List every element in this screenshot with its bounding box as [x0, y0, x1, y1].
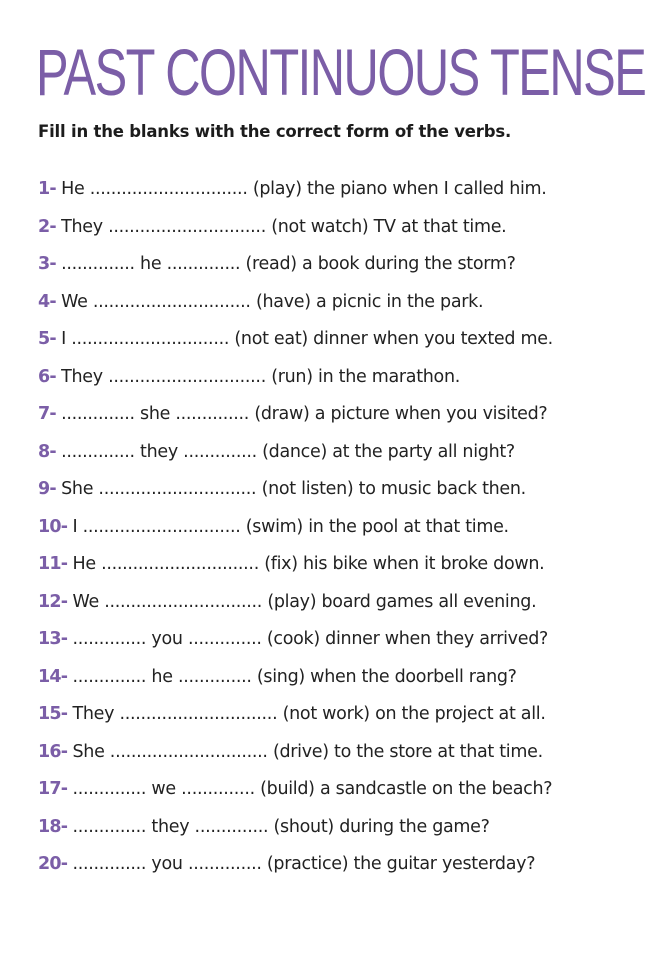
exercise-item	[38, 400, 547, 428]
exercise-number: 11-	[38, 554, 68, 574]
exercise-item	[38, 850, 535, 878]
exercise-item	[38, 700, 546, 728]
exercise-item	[38, 288, 483, 316]
exercise-item	[38, 550, 544, 578]
exercise-number: 12-	[38, 591, 68, 612]
exercise-sentence: .............. you .............. (cook) dinner when they arrived?	[67, 629, 548, 649]
worksheet-instruction: Fill in the blanks with the correct form of the verbs.	[38, 122, 512, 141]
exercise-number: 15-	[38, 704, 68, 724]
exercise-number: 3-	[38, 254, 56, 274]
exercise-number: 1-	[38, 179, 56, 199]
exercise-sentence: .............. he .............. (sing) when the doorbell rang?	[67, 666, 517, 687]
exercise-item	[38, 438, 515, 466]
exercise-number: 13-	[38, 629, 68, 649]
exercise-sentence: She .............................. (drive) to the store at that time.	[67, 741, 543, 762]
exercise-sentence: I .............................. (swim) in the pool at that time.	[67, 516, 509, 537]
exercise-sentence: They .............................. (not work) on the project at all.	[67, 704, 546, 724]
worksheet-title: PAST CONTINUOUS TENSE	[36, 35, 646, 109]
exercise-sentence: .............. he .............. (read) a book during the storm?	[55, 254, 516, 274]
exercise-number: 5-	[38, 329, 56, 349]
exercise-sentence: We .............................. (play) board games all evening.	[67, 591, 537, 612]
exercise-number: 20-	[38, 854, 68, 874]
exercise-number: 7-	[38, 404, 56, 424]
exercise-item	[38, 738, 543, 766]
exercise-number: 9-	[38, 479, 56, 499]
exercise-sentence: .............. they .............. (dance) at the party all night?	[55, 441, 515, 462]
exercise-number: 10-	[38, 516, 68, 537]
exercise-number: 2-	[38, 216, 56, 237]
exercise-item	[38, 625, 548, 653]
exercise-number: 14-	[38, 666, 68, 687]
exercise-number: 8-	[38, 441, 56, 462]
exercise-number: 17-	[38, 779, 68, 799]
exercise-sentence: .............. she .............. (draw) a picture when you visited?	[55, 404, 548, 424]
exercise-sentence: .............. we .............. (build) a sandcastle on the beach?	[67, 779, 553, 799]
exercise-number: 18-	[38, 816, 68, 837]
exercise-item	[38, 813, 490, 841]
exercise-item	[38, 175, 547, 203]
exercise-sentence: They .............................. (run) in the marathon.	[55, 366, 461, 387]
exercise-sentence: He .............................. (fix) his bike when it broke down.	[67, 554, 545, 574]
exercise-item	[38, 213, 506, 241]
exercise-sentence: .............. they .............. (shout) during the game?	[67, 816, 490, 837]
exercise-sentence: .............. you .............. (practice) the guitar yesterday?	[67, 854, 536, 874]
exercise-number: 4-	[38, 291, 56, 312]
exercise-sentence: She .............................. (not listen) to music back then.	[55, 479, 526, 499]
exercise-number: 6-	[38, 366, 56, 387]
exercise-item	[38, 663, 517, 691]
exercise-item	[38, 325, 553, 353]
exercise-sentence: I .............................. (not eat) dinner when you texted me.	[55, 329, 553, 349]
exercise-item	[38, 588, 536, 616]
exercise-item	[38, 513, 509, 541]
exercise-item	[38, 363, 460, 391]
exercise-item	[38, 475, 526, 503]
exercise-sentence: He .............................. (play) the piano when I called him.	[55, 179, 547, 199]
exercise-number: 16-	[38, 741, 68, 762]
exercise-item	[38, 250, 516, 278]
exercise-sentence: We .............................. (have) a picnic in the park.	[55, 291, 484, 312]
exercise-sentence: They .............................. (not watch) TV at that time.	[55, 216, 507, 237]
exercise-item	[38, 775, 552, 803]
